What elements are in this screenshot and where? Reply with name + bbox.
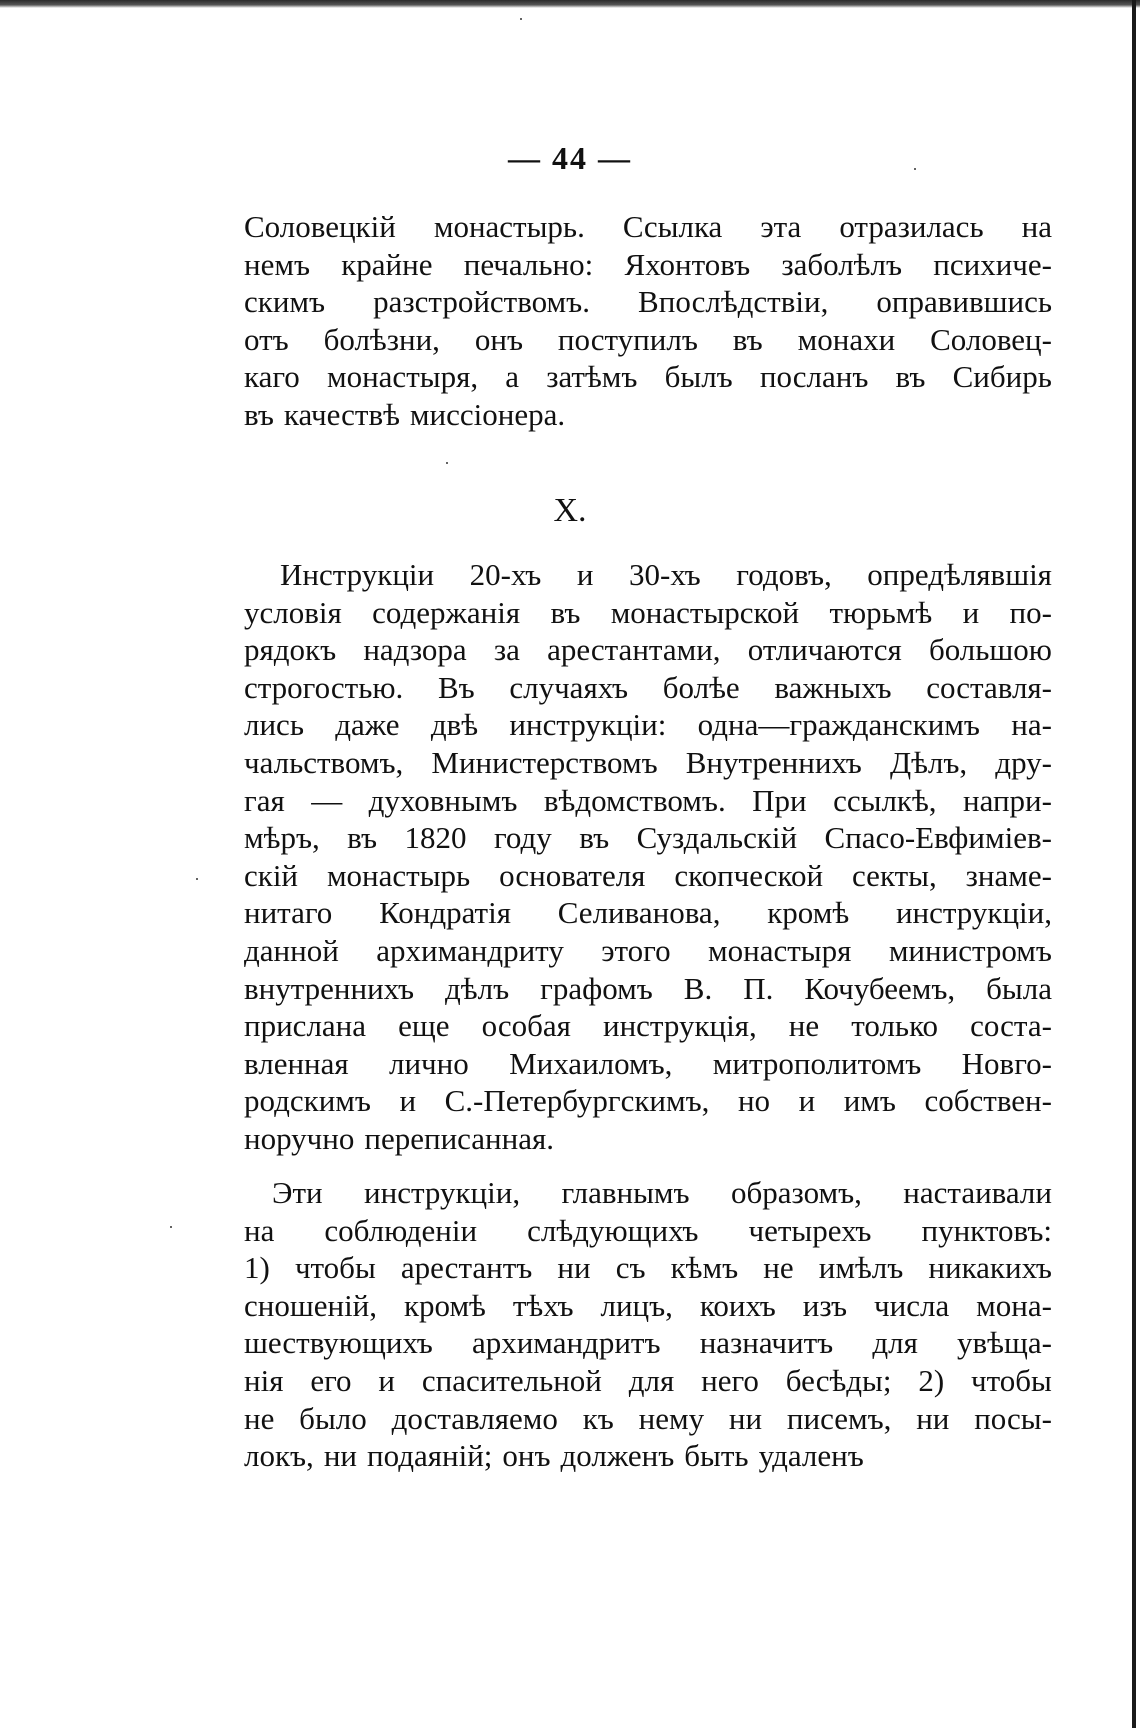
text-line: вленная лично Михаиломъ, митрополитомъ Новго- [244,1045,1052,1081]
text-line: гая — духовнымъ вѣдомствомъ. При ссылкѣ, напри- [244,782,1052,818]
page-number: — 44 — [508,140,632,176]
text-line: не было доставляемо къ нему ни писемъ, ни посы- [244,1400,1052,1436]
text-line: нія его и спасительной для него бесѣды; 2) чтобы [244,1362,1052,1398]
scan-speck [170,1226,172,1228]
text-line: чальствомъ, Министерствомъ Внутреннихъ Дѣлъ, дру- [244,744,1052,780]
text-line: скій монастырь основателя скопческой секты, знаме- [244,857,1052,893]
text-line: на соблюденіи слѣдующихъ четырехъ пунктовъ: [244,1212,1052,1248]
text-line: 1) чтобы арестантъ ни съ кѣмъ не имѣлъ никакихъ [244,1250,1052,1286]
section-heading: X. [553,492,587,529]
text-line: сношеній, кромѣ тѣхъ лицъ, коихъ изъ числа мона- [244,1287,1052,1323]
text-line: строгостью. Въ случаяхъ болѣе важныхъ составля- [244,669,1052,705]
text-line: внутреннихъ дѣлъ графомъ В. П. Кочубеемъ, была [244,970,1052,1006]
scan-speck [196,878,198,880]
paragraph-2 [244,556,1052,1158]
text-line: каго монастыря, а затѣмъ былъ посланъ въ Сибирь [244,359,1052,395]
paragraph-3 [244,1174,1052,1475]
text-line: Инструкціи 20-хъ и 30-хъ годовъ, опредѣлявшія [280,557,1052,592]
scan-speck [446,462,448,464]
text-line: нитаго Кондратія Селиванова, кромѣ инструкціи, [244,895,1052,931]
text-line: норучно переписанная. [244,1120,555,1156]
text-line: Эти инструкціи, главнымъ образомъ, настаивали [272,1175,1052,1210]
text-line: отъ болѣзни, онъ поступилъ въ монахи Соловец- [244,321,1052,357]
text-line: скимъ разстройствомъ. Впослѣдствіи, оправившись [244,284,1052,320]
text-line: въ качествѣ миссіонера. [244,396,566,432]
text-line: прислана еще особая инструкція, не только соста- [244,1008,1052,1044]
text-line: рядокъ надзора за арестантами, отличаются большою [244,632,1052,668]
text-line: лись даже двѣ инструкціи: одна—гражданскимъ на- [244,707,1052,743]
paragraph-1 [244,208,1052,434]
text-line: условія содержанія въ монастырской тюрьмѣ и по- [244,594,1052,630]
text-line: Соловецкій монастырь. Ссылка эта отразилась на [244,209,1052,244]
text-line: немъ крайне печально: Яхонтовъ заболѣлъ психиче- [244,246,1052,282]
scan-speck [520,18,522,20]
text-line: родскимъ и С.-Петербургскимъ, но и имъ собствен- [244,1083,1052,1119]
scan-right-edge [1132,0,1136,1728]
scan-top-edge [0,0,1140,8]
text-line: локъ, ни подаяній; онъ долженъ быть удаленъ [244,1438,864,1474]
text-line: мѣръ, въ 1820 году въ Суздальскій Спасо-Евфиміев- [244,820,1052,856]
text-line: шествующихъ архимандритъ назначитъ для увѣща- [244,1325,1052,1361]
text-line: данной архимандриту этого монастыря министромъ [244,932,1052,968]
scan-speck [914,168,916,170]
